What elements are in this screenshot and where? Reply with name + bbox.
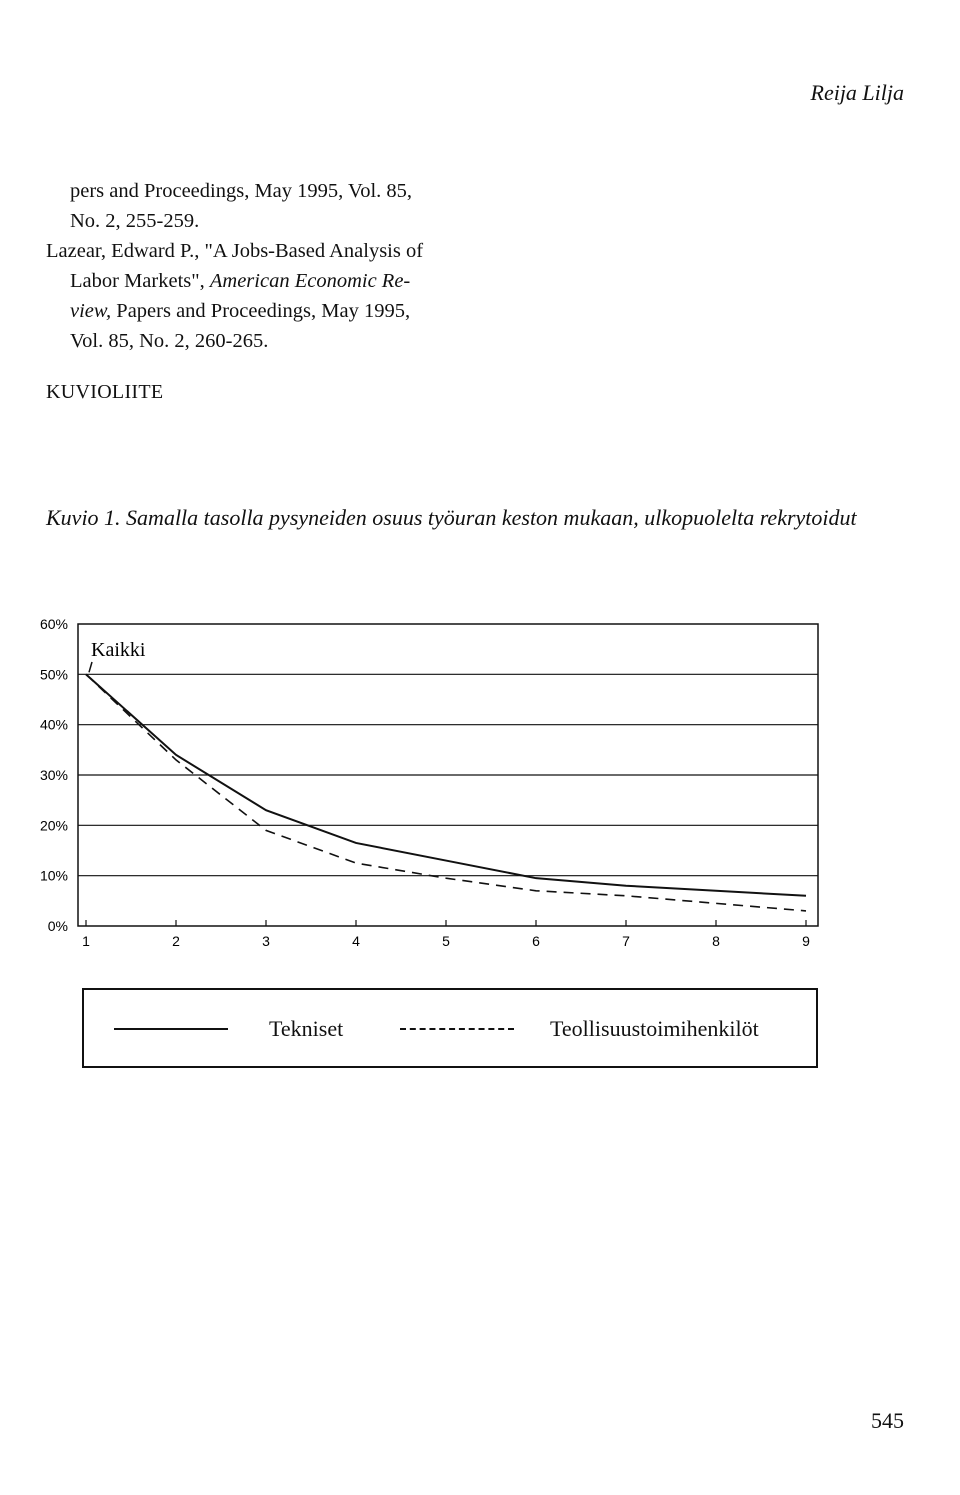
line-chart [0, 600, 960, 980]
legend-label-tekniset: Tekniset [269, 1016, 344, 1041]
running-header-author: Reija Lilja [810, 80, 904, 105]
figure-caption: Kuvio 1. Samalla tasolla pysyneiden osuus työuran keston mukaan, ulkopuolelta rekrytoidut [46, 505, 857, 530]
journal-title: American Economic Re- [209, 270, 411, 292]
x-tick-label: 5 [442, 933, 450, 949]
annotation-label: Kaikki [91, 639, 146, 661]
x-tick-label: 2 [172, 933, 180, 949]
reference-line: pers and Proceedings, May 1995, Vol. 85, [70, 180, 413, 202]
reference-text: Papers and Proceedings, May 1995, [111, 300, 411, 322]
journal-title: view, [70, 300, 112, 322]
x-tick-label: 8 [712, 933, 720, 949]
legend-dashed-line [400, 1028, 514, 1030]
legend-solid-line [114, 1028, 228, 1030]
x-tick-label: 3 [262, 933, 270, 949]
y-tick-label: 20% [39, 817, 68, 834]
page-number: 545 [871, 1408, 904, 1433]
y-tick-label: 10% [39, 867, 68, 884]
legend-label-teollisuustoimihenkilot: Teollisuustoimihenkilöt [550, 1016, 759, 1041]
reference-line [46, 266, 466, 296]
reference-line: Vol. 85, No. 2, 260-265. [70, 330, 269, 352]
section-title: KUVIOLIITE [46, 381, 164, 403]
x-tick-label: 7 [622, 933, 630, 949]
y-tick-label: 50% [39, 666, 68, 683]
x-tick-label: 9 [802, 933, 810, 949]
x-tick-label: 6 [532, 933, 540, 949]
y-tick-label: 0% [47, 918, 68, 934]
series-line-1 [86, 674, 806, 895]
reference-line: Lazear, Edward P., "A Jobs-Based Analysis of [46, 240, 424, 262]
y-tick-label: 60% [39, 616, 68, 632]
reference-line [46, 296, 466, 326]
x-tick-label: 4 [352, 933, 360, 949]
y-tick-label: 40% [39, 716, 68, 733]
reference-list [46, 176, 466, 356]
chart-legend [82, 988, 818, 1068]
y-tick-label: 30% [39, 767, 68, 783]
x-tick-label: 1 [82, 933, 90, 949]
reference-line: No. 2, 255-259. [70, 210, 200, 232]
annotation-pointer [89, 662, 92, 672]
reference-text: Labor Markets", [70, 270, 210, 292]
